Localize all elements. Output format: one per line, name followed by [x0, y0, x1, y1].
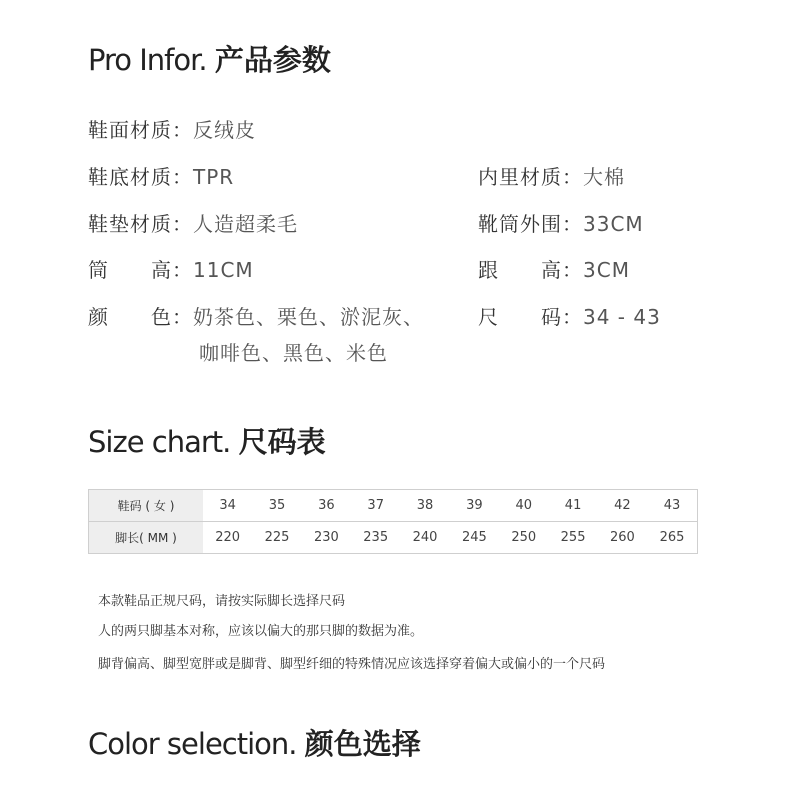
color-selection-heading — [88, 722, 421, 763]
color-selection-title-cn: 颜色选择 — [304, 727, 421, 761]
table-cell: 37 — [351, 490, 400, 522]
color-selection-title-en: Color selection. — [88, 727, 297, 761]
spec-label: 筒 高： — [88, 258, 193, 282]
table-cell: 38 — [400, 490, 449, 522]
spec-value: 3CM — [583, 258, 630, 282]
table-cell: 40 — [499, 490, 548, 522]
table-row-foot-length — [89, 522, 698, 554]
spec-value: 大棉 — [583, 165, 625, 189]
table-cell: 240 — [400, 522, 449, 554]
spec-value: TPR — [193, 165, 235, 189]
table-cell: 230 — [302, 522, 351, 554]
table-cell: 42 — [598, 490, 647, 522]
spec-color — [88, 301, 424, 330]
table-cell: 34 — [203, 490, 252, 522]
spec-value: 奶茶色、栗色、淤泥灰、 — [193, 305, 424, 329]
spec-value: 咖啡色、黑色、米色 — [199, 341, 388, 365]
size-chart-title-cn: 尺码表 — [238, 425, 326, 459]
table-cell: 220 — [203, 522, 252, 554]
note-line: 人的两只脚基本对称，应该以偏大的那只脚的数据为准。 — [98, 624, 424, 639]
table-cell: 35 — [252, 490, 301, 522]
spec-label: 尺 码： — [478, 305, 583, 329]
size-chart-heading — [88, 420, 326, 461]
spec-color-line2 — [199, 337, 388, 366]
table-cell: 41 — [548, 490, 597, 522]
table-row-shoe-size — [89, 490, 698, 522]
spec-lining — [478, 161, 625, 190]
table-cell: 255 — [548, 522, 597, 554]
table-cell: 235 — [351, 522, 400, 554]
spec-value: 反绒皮 — [193, 118, 256, 142]
table-cell: 260 — [598, 522, 647, 554]
pro-info-heading — [88, 38, 331, 79]
spec-insole — [88, 208, 298, 237]
table-cell: 265 — [647, 522, 697, 554]
pro-info-title-en: Pro Infor. — [88, 43, 207, 77]
size-chart-title-en: Size chart. — [88, 425, 231, 459]
spec-value: 33CM — [583, 212, 644, 236]
table-cell: 225 — [252, 522, 301, 554]
row-header: 脚长( MM ) — [89, 522, 204, 554]
spec-label: 鞋垫材质： — [88, 212, 193, 236]
spec-label: 靴筒外围： — [478, 212, 583, 236]
spec-label: 鞋底材质： — [88, 165, 193, 189]
spec-label: 鞋面材质： — [88, 118, 193, 142]
row-header: 鞋码 ( 女 ) — [89, 490, 204, 522]
note-line: 本款鞋品正规尺码，请按实际脚长选择尺码 — [98, 594, 346, 609]
spec-upper — [88, 114, 256, 143]
spec-value: 11CM — [193, 258, 254, 282]
pro-info-title-cn: 产品参数 — [214, 43, 331, 77]
size-chart-table — [88, 489, 698, 554]
spec-value: 34 - 43 — [583, 305, 661, 329]
note-line: 脚背偏高、脚型宽胖或是脚背、脚型纤细的特殊情况应该选择穿着偏大或偏小的一个尺码 — [98, 657, 606, 672]
table-cell: 43 — [647, 490, 697, 522]
spec-label: 跟 高： — [478, 258, 583, 282]
spec-value: 人造超柔毛 — [193, 212, 298, 236]
spec-shaft-height — [88, 254, 254, 283]
table-cell: 36 — [302, 490, 351, 522]
spec-heel-height — [478, 254, 630, 283]
table-cell: 250 — [499, 522, 548, 554]
spec-label: 内里材质： — [478, 165, 583, 189]
table-cell: 245 — [450, 522, 499, 554]
spec-size — [478, 301, 661, 330]
spec-shaft-circumference — [478, 208, 644, 237]
spec-sole — [88, 161, 234, 190]
spec-label: 颜 色： — [88, 305, 193, 329]
table-cell: 39 — [450, 490, 499, 522]
